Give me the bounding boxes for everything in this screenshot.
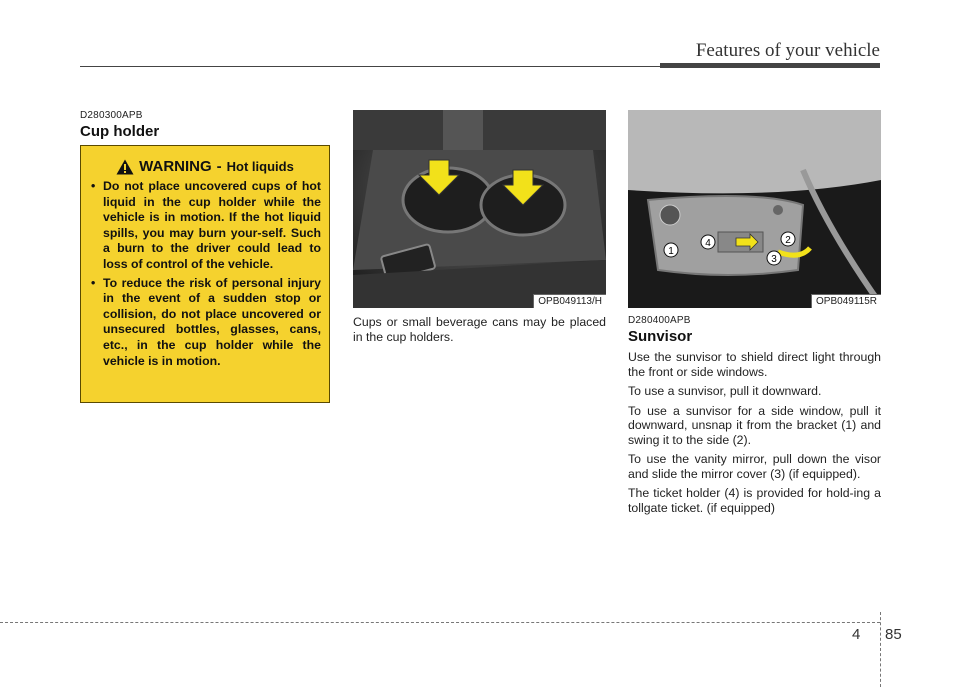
warning-box: [80, 145, 330, 403]
warning-triangle-icon: [116, 159, 134, 175]
callout-4: 4: [705, 238, 711, 249]
callout-3: 3: [771, 254, 777, 265]
sunvisor-paragraph: To use a sunvisor, pull it downward.: [628, 384, 822, 398]
cup-holder-body: Cups or small beverage cans may be placed in the cup holders.: [353, 315, 606, 344]
sunvisor-paragraph: To use a sunvisor for a side window, pull it downward, unsnap it from the bracket (1) and swing it to the side (2).: [628, 403, 881, 447]
sunvisor-body: [628, 350, 881, 520]
cup-holder-code: D280300APB: [80, 110, 143, 121]
warning-separator: -: [216, 158, 222, 175]
sunvisor-code: D280400APB: [628, 315, 691, 326]
warning-title: [89, 158, 321, 175]
photo-label: OPB049113/H: [533, 294, 606, 308]
sunvisor-photo: [628, 110, 881, 308]
sunvisor-paragraph: Use the sunvisor to shield direct light through the front or side windows.: [628, 350, 881, 379]
photo-label: OPB049115R: [811, 294, 881, 308]
header-rule-accent: [660, 63, 880, 68]
warning-list: [89, 179, 321, 369]
cup-holder-illustration: [353, 110, 606, 308]
callout-1: 1: [668, 246, 674, 257]
sunvisor-paragraph: To use the vanity mirror, pull down the visor and slide the mirror cover (3) (if equipped).: [628, 452, 881, 481]
cup-holder-photo: [353, 110, 606, 308]
page-number: 85: [885, 626, 902, 643]
sunvisor-heading: Sunvisor: [628, 328, 693, 345]
chapter-number: 4: [852, 626, 861, 643]
warning-label: WARNING: [139, 158, 212, 175]
footer-rule: [0, 622, 880, 623]
warning-subtitle: Hot liquids: [226, 159, 294, 174]
sunvisor-paragraph: The ticket holder (4) is provided for hold-ing a tollgate ticket. (if equipped): [628, 486, 881, 515]
callout-2: 2: [785, 235, 791, 246]
header-title: Features of your vehicle: [695, 40, 880, 61]
cup-holder-heading: Cup holder: [80, 123, 160, 140]
warning-item: • Do not place uncovered cups of hot liquid in the cup holder while the vehicle is in motion. If the hot liquid spills, you may burn your-self. Such a burn to the driver could lead to loss of control of the vehicle.: [89, 179, 321, 273]
warning-item: • To reduce the risk of personal injury in the event of a sudden stop or collision, do not place uncovered or unsecured bottles, glasses, cans, etc., in the cup holder while the vehicle is in motion.: [89, 276, 321, 370]
footer-divider: [880, 612, 881, 687]
sunvisor-illustration: [628, 110, 881, 308]
